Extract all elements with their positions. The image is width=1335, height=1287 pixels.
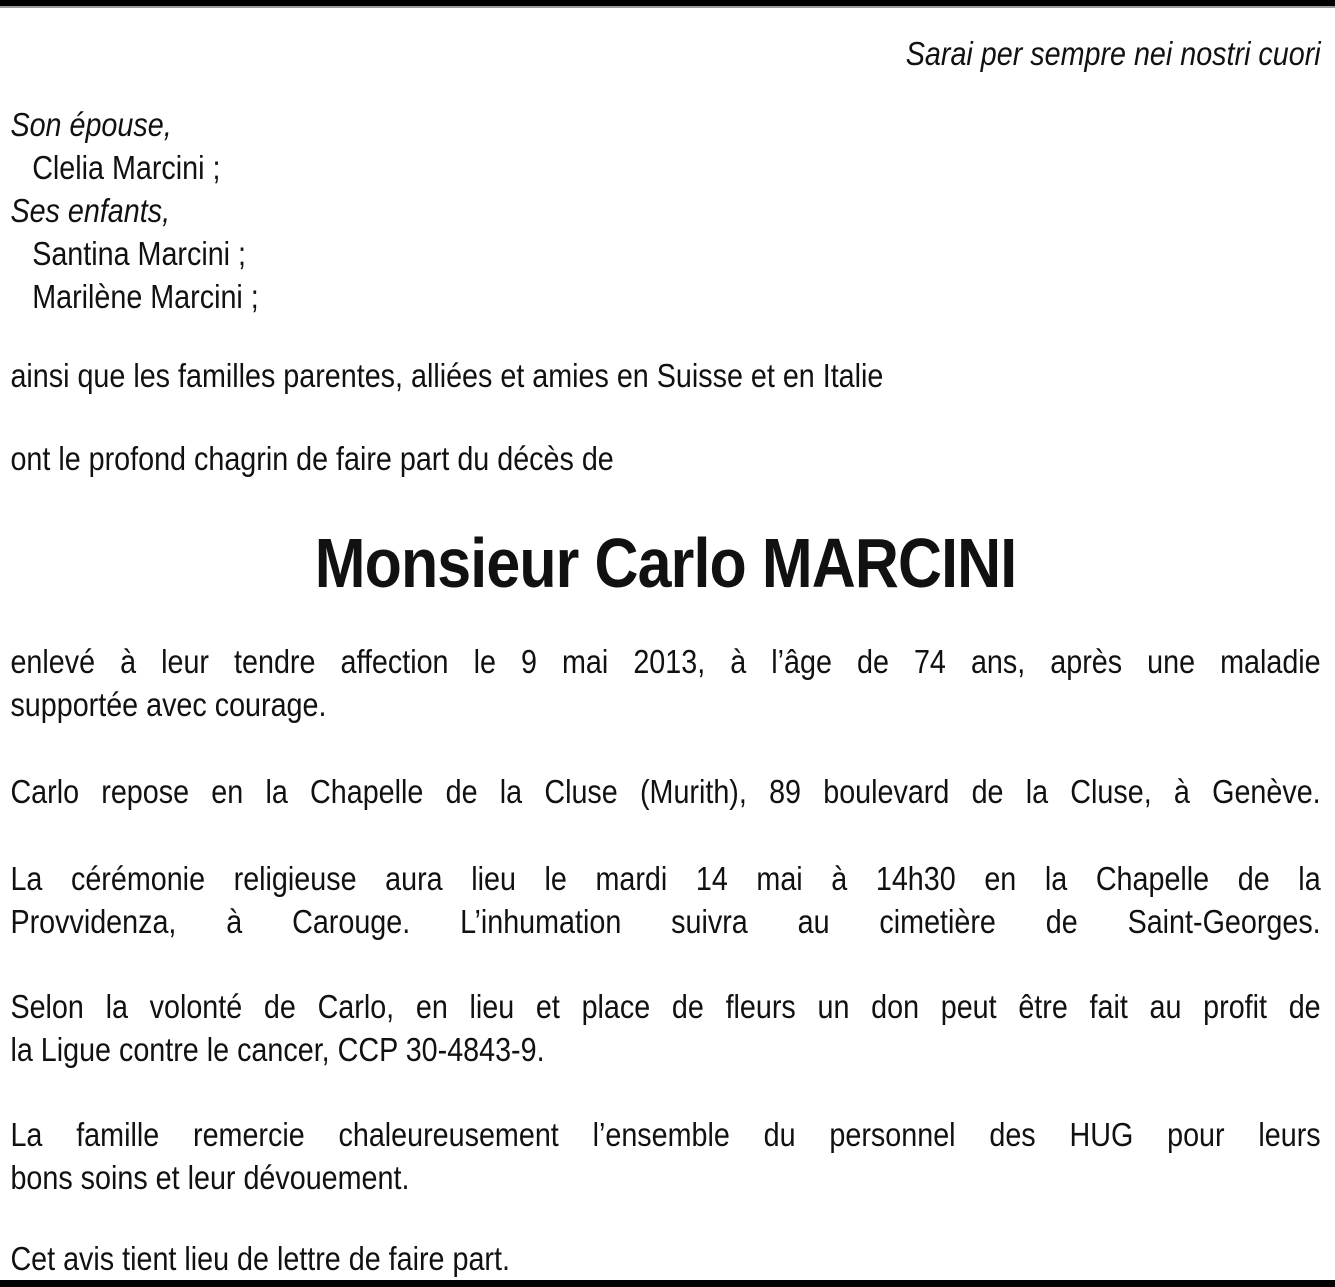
intro-line-announcement: ont le profond chagrin de faire part du décès de: [10, 440, 614, 477]
paragraph-line: Carlo repose en la Chapelle de la Cluse (Murith), 89 boulevard de la Cluse, à Genève.: [10, 773, 1321, 810]
paragraph-thanks: [10, 1113, 1320, 1199]
paragraph-line: enlevé à leur tendre affection le 9 mai 2013, à l’âge de 74 ans, après une maladie: [10, 643, 1321, 680]
paragraph-line: la Ligue contre le cancer, CCP 30-4843-9.: [10, 1031, 545, 1068]
death-notice: [0, 32, 1335, 1280]
paragraph-line: La famille remercie chaleureusement l’ensemble du personnel des HUG pour leurs: [10, 1116, 1321, 1153]
paragraph-closing: [10, 1237, 1320, 1280]
family-member-name: Clelia Marcini ;: [32, 149, 221, 186]
family-list: [10, 103, 1320, 318]
family-member-name: Santina Marcini ;: [32, 235, 247, 272]
paragraph-line: Cet avis tient lieu de lettre de faire part.: [10, 1240, 510, 1277]
paragraph-line: supportée avec courage.: [10, 686, 327, 723]
paragraph-line: Selon la volonté de Carlo, en lieu et place de fleurs un don peut être fait au profit de: [10, 988, 1321, 1025]
family-relation-children: Ses enfants,: [10, 192, 171, 229]
family-member-name: Marilène Marcini ;: [32, 278, 259, 315]
family-relation-spouse: Son épouse,: [10, 106, 172, 143]
bottom-rule: [0, 1280, 1335, 1287]
paragraph-repose-location: [10, 770, 1320, 813]
epigraph: Sarai per sempre nei nostri cuori: [905, 35, 1321, 72]
paragraph-ceremony: [10, 857, 1320, 943]
paragraph-line: Provvidenza, à Carouge. L’inhumation suivra au cimetière de Saint-Georges.: [10, 903, 1321, 940]
paragraph-death-details: [10, 640, 1320, 726]
paragraph-line: La cérémonie religieuse aura lieu le mardi 14 mai à 14h30 en la Chapelle de la: [10, 860, 1321, 897]
deceased-name: Monsieur Carlo MARCINI: [314, 524, 1017, 602]
paragraph-line: bons soins et leur dévouement.: [10, 1159, 410, 1196]
paragraph-donations: [10, 985, 1320, 1071]
top-rule: [0, 0, 1335, 8]
intro-line-families: ainsi que les familles parentes, alliées et amies en Suisse et en Italie: [10, 357, 884, 394]
